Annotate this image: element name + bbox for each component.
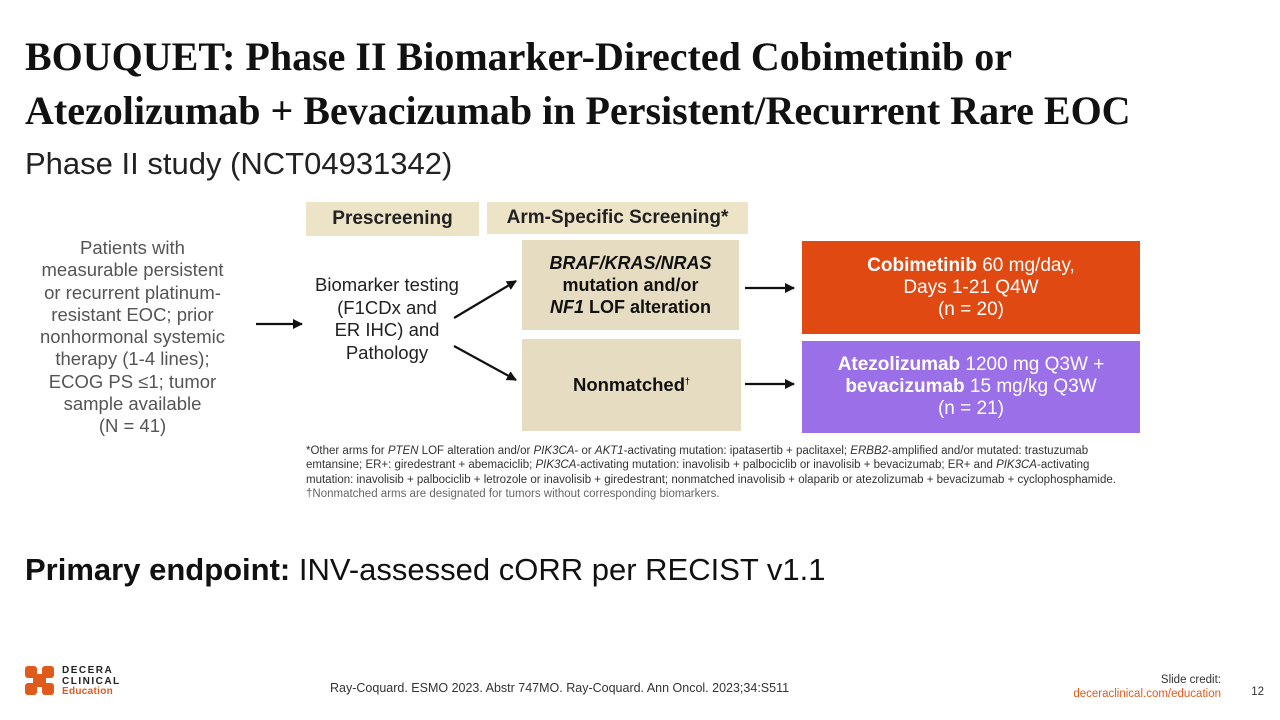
cobimetinib-line-2: Days 1-21 Q4W bbox=[903, 276, 1039, 298]
atezolizumab-line-1: Atezolizumab 1200 mg Q3W + bbox=[837, 354, 1105, 375]
slide-credit bbox=[1073, 673, 1221, 701]
biomarker-line: Pathology bbox=[345, 341, 429, 363]
biomarker-line: ER IHC) and bbox=[334, 319, 440, 340]
atezolizumab-n: (n = 21) bbox=[937, 398, 1004, 419]
cobimetinib-arm-box bbox=[802, 241, 1140, 334]
credit-link[interactable]: deceraclinical.com/education bbox=[1073, 688, 1221, 700]
page-number: 12 bbox=[1251, 686, 1264, 698]
patient-line: ECOG PS ≤1; tumor bbox=[48, 370, 217, 392]
nonmatched-label: Nonmatched bbox=[572, 374, 686, 395]
logo-line-3: Education bbox=[62, 686, 114, 697]
biomarker-line: Biomarker testing bbox=[315, 274, 459, 295]
matched-line-3: NF1 LOF alteration bbox=[549, 297, 712, 317]
patient-line: (N = 41) bbox=[98, 415, 167, 437]
citation: Ray-Coquard. ESMO 2023. Abstr 747MO. Ray-Coquard. Ann Oncol. 2023;34:S511 bbox=[330, 681, 790, 695]
arrow-biomarker-to-matched bbox=[454, 281, 516, 318]
cobimetinib-n: (n = 20) bbox=[937, 298, 1004, 320]
decera-logo-icon bbox=[25, 666, 55, 696]
dagger-mark: † bbox=[685, 375, 691, 386]
title-line-1: BOUQUET: Phase II Biomarker-Directed Cobimetinib or bbox=[25, 34, 1012, 79]
credit-label: Slide credit: bbox=[1160, 674, 1221, 686]
patient-line: resistant EOC; prior bbox=[51, 303, 214, 325]
matched-line-2: mutation and/or bbox=[562, 275, 699, 295]
patient-line: measurable persistent bbox=[41, 259, 224, 281]
title-line-2: Atezolizumab + Bevacizumab in Persistent/Recurrent Rare EOC bbox=[25, 88, 1131, 133]
arm-specific-screening-header: Arm-Specific Screening* bbox=[487, 202, 748, 234]
footnote: *Other arms for PTEN LOF alteration and/or PIK3CA- or AKT1-activating mutation: ipatasertib + paclitaxel; ERBB2-amplified and/or mutated: trastuzumab emtansine; ER+: giredestrant + abemaciclib; PIK3CA-activating mutation: inavolisib + palbociclib or inavolisib + bevacizumab; ER+ and PIK3CA-activating mutation: inavolisib + palbociclib + letrozole or inavolisib + giredestrant; nonmatched inavolisib + olaparib or atezolizumab + bevacizumab + cyclophosphamide. †Nonmatched arms are designated for tumors without corresponding biomarkers. bbox=[306, 445, 1116, 501]
biomarker-line: (F1CDx and bbox=[337, 296, 437, 318]
atezolizumab-bevacizumab-arm-box bbox=[802, 341, 1140, 433]
atezolizumab-line-2: bevacizumab 15 mg/kg Q3W bbox=[845, 376, 1097, 397]
primary-endpoint: Primary endpoint: INV-assessed cORR per RECIST v1.1 bbox=[25, 552, 826, 587]
patient-line: or recurrent platinum- bbox=[44, 281, 221, 303]
logo-line-2: CLINICAL bbox=[62, 675, 121, 687]
slide-subtitle: Phase II study (NCT04931342) bbox=[25, 146, 453, 181]
matched-screening-box bbox=[522, 240, 739, 330]
patient-line: nonhormonal systemic bbox=[39, 326, 226, 348]
matched-line-1: BRAF/KRAS/NRAS bbox=[549, 253, 712, 273]
patient-line: therapy (1-4 lines); bbox=[55, 348, 210, 370]
cobimetinib-line-1: Cobimetinib 60 mg/day, bbox=[867, 254, 1075, 276]
decera-logo-text bbox=[62, 666, 121, 698]
nonmatched-screening-box bbox=[522, 339, 741, 431]
logo-line-1: DECERA bbox=[62, 665, 114, 676]
patient-line: sample available bbox=[63, 393, 202, 415]
patient-line: Patients with bbox=[80, 237, 185, 258]
prescreening-header: Prescreening bbox=[306, 202, 479, 236]
arrow-biomarker-to-nonmatched bbox=[454, 346, 516, 380]
